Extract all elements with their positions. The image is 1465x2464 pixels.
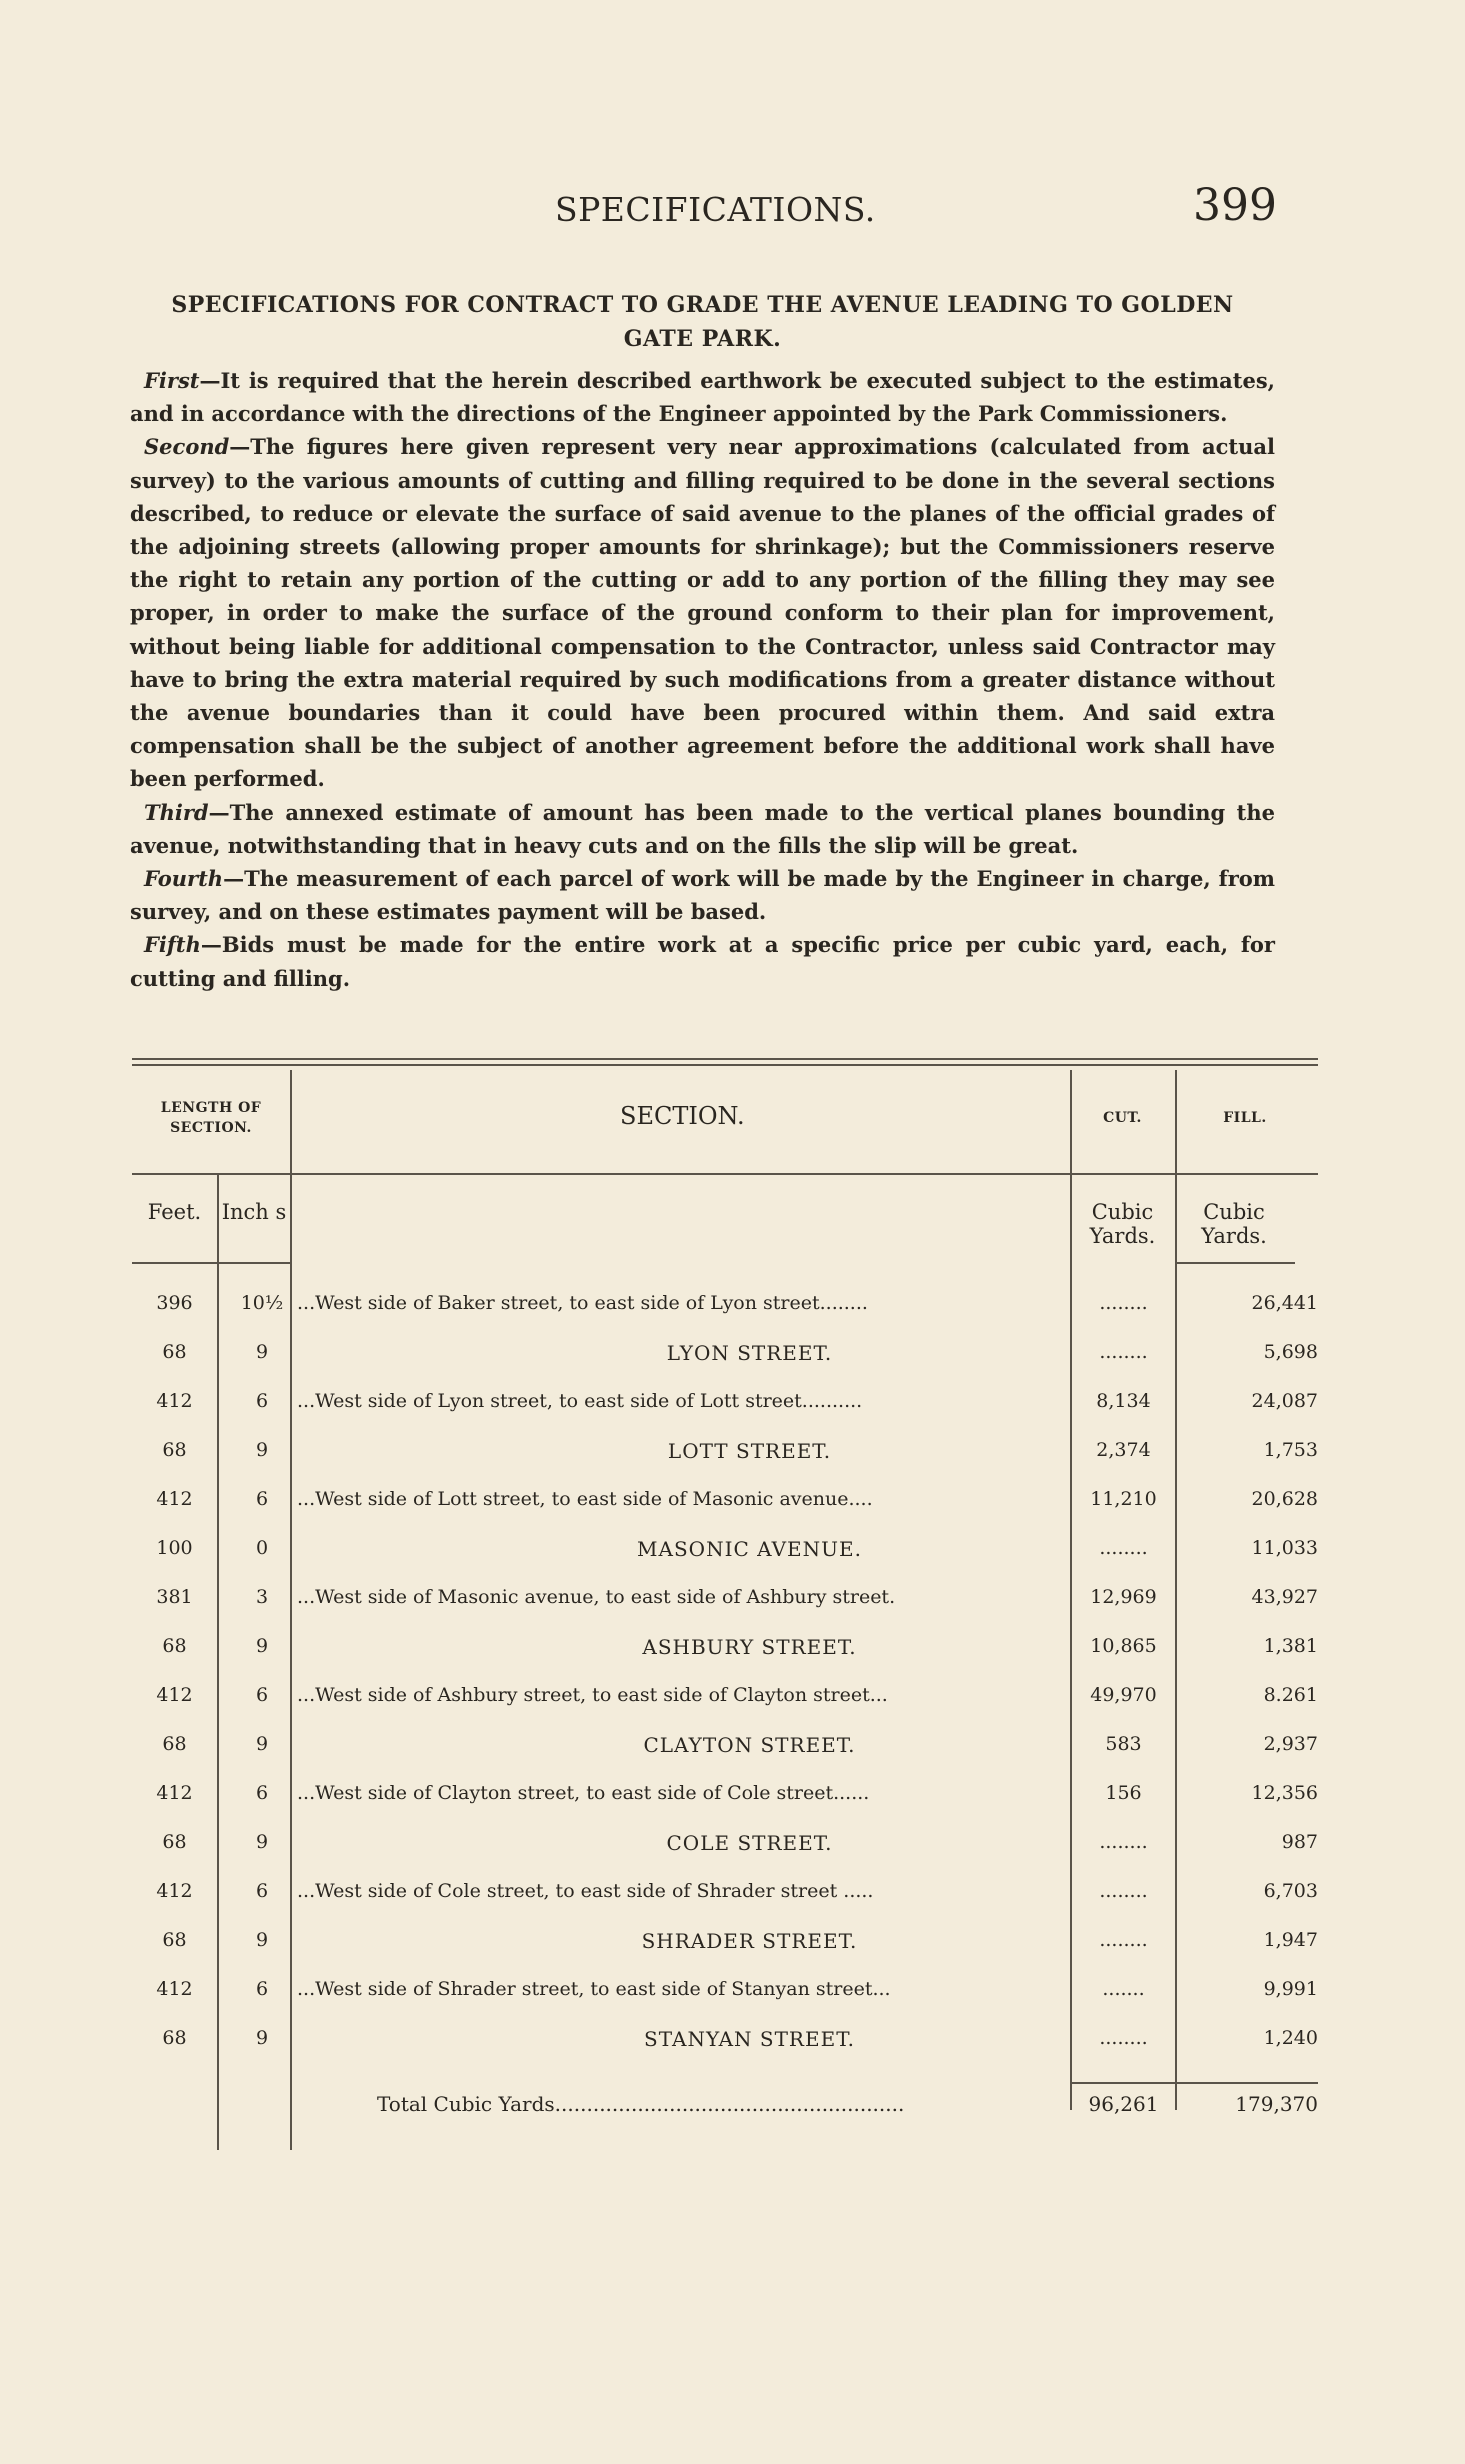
paragraph-lead: Fifth [144,932,201,958]
feet-cell: 68 [162,1929,187,1951]
section-cell: CLAYTON STREET. [643,1733,856,1757]
table-row [132,1733,1318,1773]
inches-cell: 0 [255,1537,269,1559]
feet-cell: 412 [156,1488,193,1510]
table-row [132,2027,1318,2067]
total-label: Total Cubic Yards....................................................... [377,2092,905,2116]
cut-cell: 583 [1105,1733,1142,1755]
document-title [130,288,1275,356]
fill-cell [1178,1390,1318,1412]
fill-cell [1178,1586,1318,1608]
section-cell: LOTT STREET. [667,1439,832,1463]
inches-cell: 6 [255,1782,269,1804]
subheader-rule-length [132,1262,290,1264]
fill-cell [1178,1978,1318,2000]
fill-cell [1178,1292,1318,1314]
section-cell: STANYAN STREET. [644,2027,855,2051]
earthwork-table [132,1070,1318,2150]
cut-unit-header [1070,1200,1175,1248]
inches-cell: 9 [255,1733,269,1755]
paragraph-fifth [130,928,1275,994]
section-cell: ...West side of Masonic avenue, to east side of Ashbury street. [297,1586,896,1608]
table-row [132,1439,1318,1479]
fill-value: 6,703 [1263,1880,1318,1902]
fill-value: 12,356 [1251,1782,1318,1804]
section-cell: ...West side of Lott street, to east side of Masonic avenue.... [297,1488,873,1510]
subheader-rule-fill [1175,1262,1295,1264]
fill-unit-line-2: Yards. [1201,1224,1267,1248]
inches-cell: 3 [255,1586,269,1608]
fill-value: 43,927 [1251,1586,1318,1608]
paragraph-fourth [130,862,1275,928]
cut-cell: ........ [1099,1292,1148,1314]
feet-cell: 412 [156,1684,193,1706]
section-cell: LYON STREET. [666,1341,833,1365]
section-cell: MASONIC AVENUE. [637,1537,862,1561]
fill-value: 987 [1281,1831,1318,1853]
table-row [132,1537,1318,1577]
fill-cell [1178,1831,1318,1853]
fill-cell [1178,1684,1318,1706]
feet-cell: 412 [156,1782,193,1804]
cut-cell: ....... [1102,1978,1145,2000]
paragraph-text: —The measurement of each parcel of work will be made by the Engineer in charge, from survey, and on these estimates payment will be based. [130,866,1275,925]
table-row [132,1978,1318,2018]
cut-cell: ........ [1099,1929,1148,1951]
section-cell: COLE STREET. [666,1831,833,1855]
feet-cell: 100 [156,1537,193,1559]
fill-cell [1178,1488,1318,1510]
inches-cell: 9 [255,1439,269,1461]
paragraph-text: —It is required that the herein described earthwork be executed subject to the estimates, and in accordance with the directions of the Engineer appointed by the Park Commissioners. [130,368,1275,427]
table-row [132,1831,1318,1871]
table-row [132,1880,1318,1920]
table-top-rule [132,1058,1318,1060]
feet-cell: 68 [162,1341,187,1363]
total-cut: 96,261 [1088,2092,1159,2116]
feet-cell: 412 [156,1978,193,2000]
total-rule [1070,2082,1318,2084]
inches-cell: 10½ [240,1292,284,1314]
cut-cell: ........ [1099,2027,1148,2049]
fill-cell [1178,1733,1318,1755]
paragraph-lead: Third [144,799,209,825]
cut-unit-line-2: Yards. [1089,1224,1156,1248]
cut-cell: 8,134 [1096,1390,1151,1412]
feet-cell: 68 [162,1831,187,1853]
feet-cell: 396 [156,1292,193,1314]
section-cell: ...West side of Baker street, to east side of Lyon street........ [297,1292,868,1314]
feet-cell: 412 [156,1880,193,1902]
table-row [132,1390,1318,1430]
fill-value: 1,381 [1263,1635,1318,1657]
fill-cell [1178,1635,1318,1657]
section-cell: ...West side of Cole street, to east side of Shrader street ..... [297,1880,874,1902]
section-cell: SHRADER STREET. [641,1929,858,1953]
fill-cell [1178,1537,1318,1559]
paragraph-first [130,364,1275,430]
cut-cell: ........ [1099,1831,1148,1853]
specification-body [130,364,1275,995]
cut-header: CUT. [1103,1110,1142,1126]
paragraph-third [130,796,1275,862]
section-cell: ...West side of Clayton street, to east side of Cole street...... [297,1782,870,1804]
total-fill: 179,370 [1235,2092,1318,2116]
inches-cell: 9 [255,1341,269,1363]
fill-value: 8.261 [1263,1684,1318,1706]
inches-cell: 9 [255,1831,269,1853]
header-rule-main [290,1173,1318,1175]
fill-value: 9,991 [1263,1978,1318,2000]
paragraph-lead: First [144,368,200,393]
table-row [132,1488,1318,1528]
inches-cell: 6 [255,1978,269,2000]
inches-cell: 6 [255,1390,269,1412]
page-header [0,180,1465,240]
paragraph-text: —Bids must be made for the entire work at a specific price per cubic yard, each, for cutting and filling. [130,932,1275,991]
table-row [132,1292,1318,1332]
inches-cell: 6 [255,1488,269,1510]
page-number: 399 [1193,180,1277,231]
running-title: SPECIFICATIONS. [555,190,876,229]
cut-cell: 49,970 [1090,1684,1157,1706]
fill-cell [1178,1929,1318,1951]
cut-cell: 11,210 [1090,1488,1157,1510]
paragraph-lead: Second [144,434,230,460]
fill-value: 1,947 [1263,1929,1318,1951]
table-top-rule-double [132,1064,1318,1066]
document-title-line-1: SPECIFICATIONS FOR CONTRACT TO GRADE THE AVENUE LEADING TO GOLDEN [171,292,1234,318]
total-fill-cell [1178,2092,1318,2116]
document-title-line-2: GATE PARK. [623,326,782,352]
feet-cell: 68 [162,1635,187,1657]
paragraph-text: —The figures here given represent very near approximations (calculated from actual survey) to the various amounts of cutting and filling required to be done in the several sections described, to reduce or elevate the surface of said avenue to the planes of the official grades of the adjoining streets (allowing proper amounts for shrinkage); but the Commissioners reserve the right to retain any portion of the cutting or add to any portion of the filling they may see proper, in order to make the surface of the ground conform to their plan for improvement, without being liable for additional compensation to the Contractor, unless said Contractor may have to bring the extra material required by such modifications from a greater distance without the avenue boundaries than it could have been procured within them. And said extra compensation shall be the subject of another agreement before the additional work shall have been performed. [130,434,1275,792]
fill-value: 26,441 [1251,1292,1318,1314]
section-cell: ...West side of Lyon street, to east side of Lott street.......... [297,1390,863,1412]
feet-header: Feet. [147,1200,202,1224]
fill-unit-header [1178,1200,1290,1248]
inches-cell: 9 [255,1635,269,1657]
cut-cell: ........ [1099,1880,1148,1902]
fill-value: 20,628 [1251,1488,1318,1510]
table-row [132,1586,1318,1626]
fill-value: 11,033 [1251,1537,1318,1559]
fill-value: 5,698 [1263,1341,1318,1363]
feet-cell: 412 [156,1390,193,1412]
fill-cell [1178,1341,1318,1363]
cut-cell: 12,969 [1090,1586,1157,1608]
cut-cell: 2,374 [1096,1439,1151,1461]
total-row [132,2092,1318,2132]
inches-cell: 6 [255,1684,269,1706]
fill-cell [1178,1880,1318,1902]
inches-cell: 6 [255,1880,269,1902]
fill-value: 1,753 [1263,1439,1318,1461]
fill-value: 24,087 [1251,1390,1318,1412]
table-row [132,1929,1318,1969]
section-header: SECTION. [620,1102,745,1130]
table-row [132,1684,1318,1724]
paragraph-lead: Fourth [144,866,224,892]
header-rule-length [132,1173,290,1175]
cut-cell: 10,865 [1090,1635,1157,1657]
fill-cell [1178,1782,1318,1804]
table-row [132,1782,1318,1822]
fill-value: 1,240 [1263,2027,1318,2049]
cut-cell: 156 [1105,1782,1142,1804]
length-of-section-header [132,1098,290,1138]
fill-unit-line-1: Cubic [1203,1200,1265,1224]
table-row [132,1341,1318,1381]
cut-cell: ........ [1099,1341,1148,1363]
section-cell: ...West side of Ashbury street, to east side of Clayton street... [297,1684,888,1706]
inches-cell: 9 [255,1929,269,1951]
section-cell: ASHBURY STREET. [642,1635,857,1659]
section-cell: ...West side of Shrader street, to east side of Stanyan street... [297,1978,891,2000]
cut-cell: ........ [1099,1537,1148,1559]
inches-header: Inch s [221,1200,287,1224]
inches-cell: 9 [255,2027,269,2049]
length-header-line-1: LENGTH OF [160,1100,262,1116]
fill-header: FILL. [1223,1110,1267,1126]
length-header-line-2: SECTION. [170,1120,252,1136]
fill-cell [1178,2027,1318,2049]
feet-cell: 68 [162,1439,187,1461]
feet-cell: 68 [162,2027,187,2049]
feet-cell: 381 [156,1586,193,1608]
paragraph-text: —The annexed estimate of amount has been made to the vertical planes bounding the avenue, notwithstanding that in heavy cuts and on the fills the slip will be great. [130,799,1275,858]
feet-cell: 68 [162,1733,187,1755]
fill-cell [1178,1439,1318,1461]
fill-value: 2,937 [1263,1733,1318,1755]
paragraph-second [130,430,1275,795]
cut-unit-line-1: Cubic [1091,1200,1154,1224]
table-row [132,1635,1318,1675]
